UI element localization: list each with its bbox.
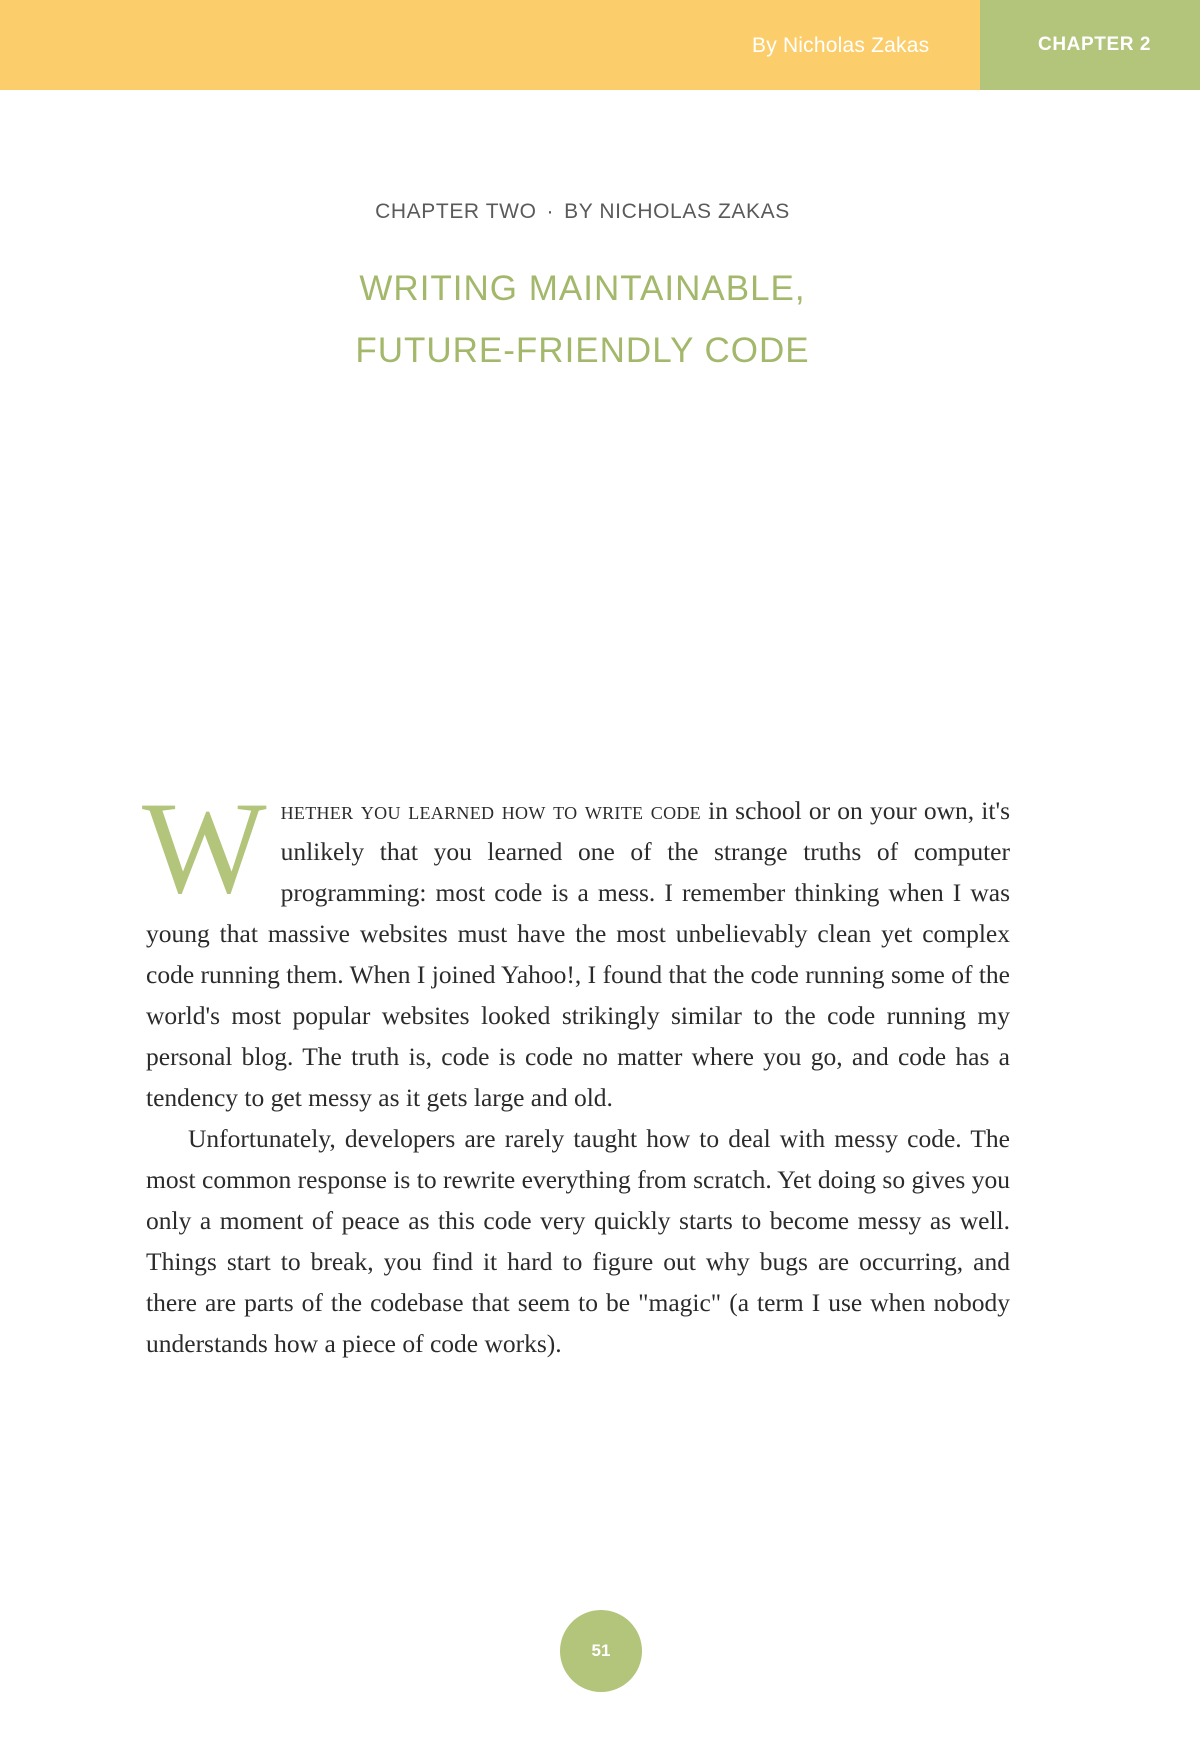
kicker-chapter: CHAPTER TWO (375, 200, 537, 223)
paragraph-2: Unfortunately, developers are rarely taught how to deal with messy code. The most common response is to rewrite everything from scratch. Yet doing so gives you only a moment of peace as this code very quickly starts to become messy as well. Things start to break, you find it hard to figure out why bugs are occurring, and there are parts of the codebase that seem to be "magic" (a term I use when nobody understands how a piece of code works). (146, 1124, 1010, 1358)
chapter-kicker (0, 200, 1165, 224)
paragraph-1-text: in school or on your own, it's unlikely that you learned one of the strange truths of computer programming: most code is a mess. I remember thinking when I was young that massive websites must have the most unbelievably clean yet complex code running them. When I joined Yahoo!, I found that the code running some of the world's most popular websites looked strikingly similar to the code running my personal blog. The truth is, code is code no matter where you go, and code has a tendency to get messy as it gets large and old. (146, 796, 1010, 1112)
header-author: By Nicholas Zakas (752, 34, 930, 57)
chapter-tab-label: CHAPTER 2 (1038, 34, 1152, 55)
chapter-title-line-1: WRITING MAINTAINABLE, (359, 269, 806, 308)
chapter-title (0, 258, 1165, 382)
kicker-byline: BY NICHOLAS ZAKAS (564, 200, 790, 223)
page-number-badge: 51 (560, 1610, 642, 1692)
drop-cap: W (142, 774, 267, 921)
body-text (142, 774, 1010, 1364)
kicker-separator: · (546, 200, 555, 223)
chapter-title-line-2: FUTURE-FRIENDLY CODE (355, 331, 810, 370)
lead-in: hether you learned how to write code (280, 796, 701, 825)
paragraph-1 (142, 774, 1010, 1118)
